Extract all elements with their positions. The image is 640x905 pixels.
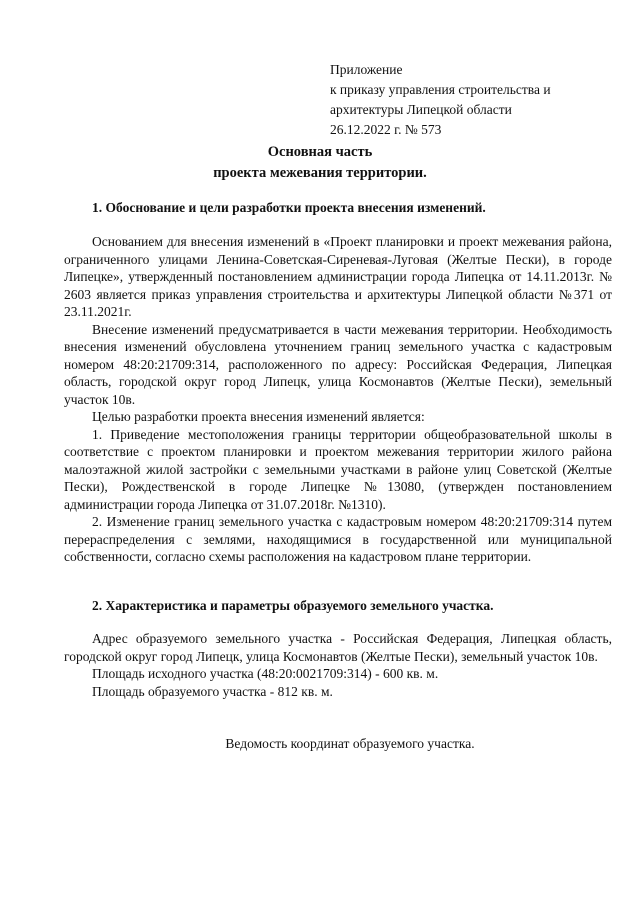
section1-body (64, 233, 612, 566)
section2-body (64, 630, 612, 700)
document-title: Основная часть (267, 144, 373, 160)
paragraph: Адрес образуемого земельного участка - Российская Федерация, Липецкая область, городской округ город Липецк, улица Космонавтов (Желтые Пески), земельный участок 10в. (64, 631, 612, 664)
paragraph: 2. Изменение границ земельного участка с кадастровым номером 48:20:21709:314 путем перераспределения с землями, находящимися в государственной или муниципальной собственности, согласно схемы расположения на кадастровом плане территории. (64, 514, 612, 564)
section2-heading: 2. Характеристика и параметры образуемого земельного участка. (92, 598, 494, 613)
section1-heading: 1. Обоснование и цели разработки проекта внесения изменений. (92, 200, 486, 215)
coordinates-statement-title: Ведомость координат образуемого участка. (225, 736, 475, 751)
paragraph: Площадь образуемого участка - 812 кв. м. (92, 683, 333, 699)
appendix-date-number: 26.12.2022 г. № 573 (330, 122, 442, 137)
paragraph: 1. Приведение местоположения границы территории общеобразовательной школы в соответствие с проектом планировки и проектом межевания территории жилого района малоэтажной жилой застройки с земельными участками в районе улиц Советской (Желтые Пески), Рождественской в городе Липецке №13080, (утвержден постановлением администрации города Липецка от 31.07.2018г. №1310). (64, 426, 612, 512)
appendix-line: архитектуры Липецкой области (330, 102, 512, 117)
paragraph: Целью разработки проекта внесения изменений является: (92, 409, 425, 424)
paragraph: Основанием для внесения изменений в «Проект планировки и проект межевания района, ограниченного улицами Ленина-Советская-Сиреневая-Луговая (Желтые Пески), в городе Липецке», утвержденный постановлением администрации города Липецка от 14.11.2013г. № 2603 является приказ управления строительства и архитектуры Липецкой области №371 от 23.11.2021г. (64, 234, 612, 319)
appendix-line: Приложение (330, 62, 403, 77)
document-subtitle: проекта межевания территории. (213, 165, 427, 181)
appendix-line: к приказу управления строительства и (330, 82, 551, 97)
paragraph: Внесение изменений предусматривается в части межевания территории. Необходимость внесения изменений обусловлена уточнением границ земельного участка с кадастровым номером 48:20:21709:314, расположенного по адресу: Российская Федерация, Липецкая область, городской округ город Липецк, улица Космонавтов (Желтые Пески), земельный участок 10в. (64, 321, 612, 407)
paragraph: Площадь исходного участка (48:20:0021709:314) - 600 кв. м. (92, 666, 439, 681)
appendix-block (330, 60, 551, 140)
